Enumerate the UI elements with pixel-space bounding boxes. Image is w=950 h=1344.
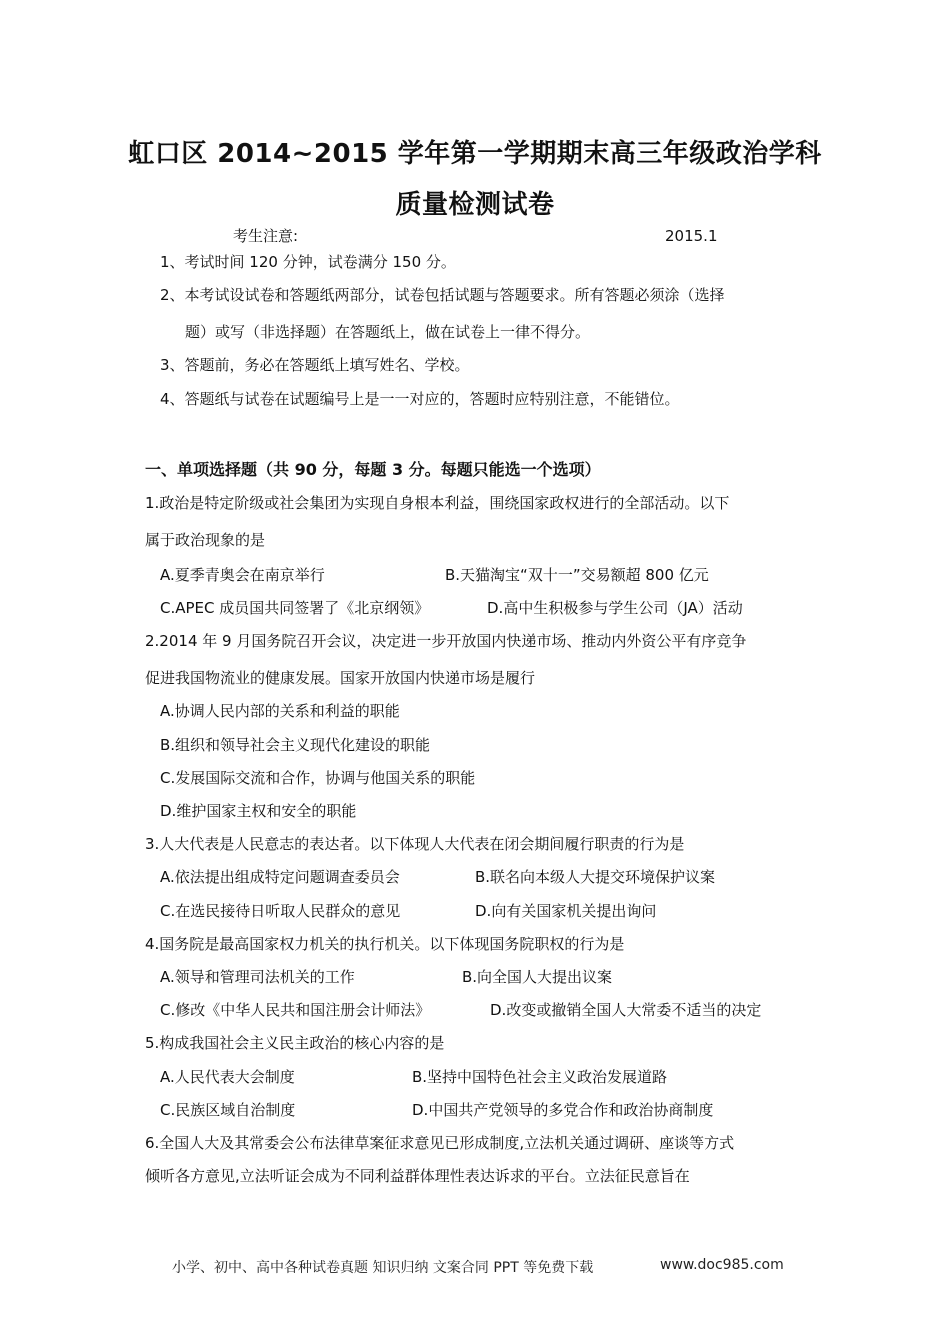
question-stem: 1.政治是特定阶级或社会集团为实现自身根本利益，围绕国家政权进行的全部活动。以下 [145,494,730,512]
option-d: D.改变或撤销全国人大常委不适当的决定 [490,1001,762,1019]
option-d: D.维护国家主权和安全的职能 [160,802,357,820]
question-stem: 5.构成我国社会主义民主政治的核心内容的是 [145,1034,445,1052]
question-stem: 倾听各方意见,立法听证会成为不同利益群体理性表达诉求的平台。立法征民意旨在 [145,1167,690,1185]
question-stem: 2.2014 年 9 月国务院召开会议，决定进一步开放国内快递市场、推动内外资公平有序竞争 [145,632,747,650]
option-a: A.人民代表大会制度 [160,1068,295,1086]
question-stem: 3.人大代表是人民意志的表达者。以下体现人大代表在闭会期间履行职责的行为是 [145,835,685,853]
option-a: A.协调人民内部的关系和利益的职能 [160,702,400,720]
option-d: D.向有关国家机关提出询问 [475,902,657,920]
question-stem: 促进我国物流业的健康发展。国家开放国内快递市场是履行 [145,669,536,687]
notice-item: 4、答题纸与试卷在试题编号上是一一对应的，答题时应特别注意，不能错位。 [160,390,680,408]
option-a: A.夏季青奥会在南京举行 [160,566,325,584]
page-title: 虹口区 2014~2015 学年第一学期期末高三年级政治学科 [128,139,822,169]
option-b: B.向全国人大提出议案 [462,968,613,986]
footer-text: 小学、初中、高中各种试卷真题 知识归纳 文案合同 PPT 等免费下载 [172,1260,594,1276]
notice-label: 考生注意: [233,227,299,245]
option-c: C.修改《中华人民共和国注册会计师法》 [160,1001,431,1019]
notice-item: 题）或写（非选择题）在答题纸上，做在试卷上一律不得分。 [185,323,591,341]
page-subtitle: 质量检测试卷 [395,190,555,220]
option-d: D.中国共产党领导的多党合作和政治协商制度 [412,1101,714,1119]
option-c: C.APEC 成员国共同签署了《北京纲领》 [160,599,430,617]
option-c: C.发展国际交流和合作，协调与他国关系的职能 [160,769,476,787]
option-a: A.依法提出组成特定问题调查委员会 [160,868,400,886]
exam-date: 2015.1 [665,227,718,245]
option-d: D.高中生积极参与学生公司（JA）活动 [487,599,743,617]
notice-item: 1、考试时间 120 分钟，试卷满分 150 分。 [160,253,456,271]
section-heading: 一、单项选择题（共 90 分，每题 3 分。每题只能选一个选项） [145,460,601,479]
option-b: B.组织和领导社会主义现代化建设的职能 [160,736,431,754]
option-b: B.联名向本级人大提交环境保护议案 [475,868,716,886]
question-stem: 属于政治现象的是 [145,531,266,549]
option-b: B.坚持中国特色社会主义政治发展道路 [412,1068,668,1086]
option-c: C.在选民接待日听取人民群众的意见 [160,902,401,920]
question-stem: 4.国务院是最高国家权力机关的执行机关。以下体现国务院职权的行为是 [145,935,625,953]
notice-item: 3、答题前，务必在答题纸上填写姓名、学校。 [160,356,470,374]
option-b: B.天猫淘宝“双十一”交易额超 800 亿元 [445,566,709,584]
question-stem: 6.全国人大及其常委会公布法律草案征求意见已形成制度,立法机关通过调研、座谈等方式 [145,1134,735,1152]
footer-url[interactable]: www.doc985.com [660,1257,784,1273]
notice-item: 2、本考试设试卷和答题纸两部分，试卷包括试题与答题要求。所有答题必须涂（选择 [160,286,725,304]
option-c: C.民族区域自治制度 [160,1101,296,1119]
option-a: A.领导和管理司法机关的工作 [160,968,355,986]
